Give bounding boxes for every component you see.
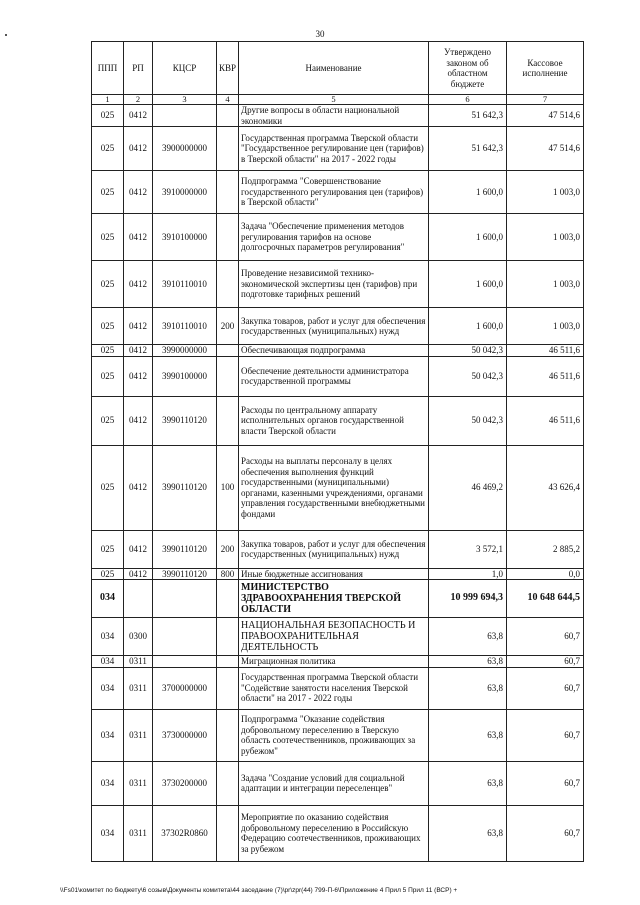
table-row — [92, 805, 584, 861]
cell-kvr — [217, 709, 239, 761]
cell-rp: 0412 — [124, 214, 153, 261]
cell-name: Проведение независимой технико-экономической экспертизы цен (тарифов) при подготовке тарифных решений — [239, 261, 429, 308]
cell-executed: 60,7 — [507, 709, 584, 761]
cell-rp: 0412 — [124, 356, 153, 396]
header-kvr: КВР — [217, 42, 239, 95]
table-row — [92, 171, 584, 214]
cell-name: Задача "Создание условий для социальной адаптации и интеграции переселенцев" — [239, 761, 429, 805]
cell-kcsr — [153, 618, 217, 656]
cell-kvr: 200 — [217, 530, 239, 568]
cell-approved: 1 600,0 — [429, 308, 507, 345]
cell-ppp: 034 — [92, 618, 124, 656]
cell-rp: 0412 — [124, 445, 153, 530]
column-number: 2 — [124, 95, 153, 105]
cell-name: Другие вопросы в области национальной экономики — [239, 105, 429, 127]
cell-kcsr: 3910110010 — [153, 308, 217, 345]
cell-ppp: 025 — [92, 530, 124, 568]
cell-ppp: 025 — [92, 261, 124, 308]
cell-kvr: 800 — [217, 568, 239, 580]
cell-rp: 0412 — [124, 396, 153, 445]
cell-kcsr — [153, 656, 217, 668]
cell-rp: 0311 — [124, 805, 153, 861]
cell-kcsr: 3990110120 — [153, 445, 217, 530]
cell-executed: 47 514,6 — [507, 127, 584, 171]
cell-name: Закупка товаров, работ и услуг для обеспечения государственных (муниципальных) нужд — [239, 530, 429, 568]
cell-rp: 0412 — [124, 105, 153, 127]
cell-kvr: 100 — [217, 445, 239, 530]
cell-name: Государственная программа Тверской области "Содействие занятости населения Тверской области" на 2017 - 2022 годы — [239, 667, 429, 709]
cell-name: Расходы на выплаты персоналу в целях обеспечения выполнения функций государственными (муниципальными) органами, казенными учреждениями, органами управления государственными внебюджетными фондами — [239, 445, 429, 530]
cell-kcsr: 37302R0860 — [153, 805, 217, 861]
cell-rp: 0412 — [124, 345, 153, 357]
cell-executed: 46 511,6 — [507, 356, 584, 396]
cell-ppp: 025 — [92, 214, 124, 261]
cell-approved: 1 600,0 — [429, 214, 507, 261]
cell-name: Обеспечивающая подпрограмма — [239, 345, 429, 357]
cell-rp: 0311 — [124, 709, 153, 761]
cell-approved: 46 469,2 — [429, 445, 507, 530]
file-path-footer: \\Fs01\комитет по бюджету\6 созыв\Документы комитета\44 заседание (7)\pr\zpr(44) 799-П-6\Приложение 4 Прил 5 Прил 11 (ВСР) + — [60, 887, 458, 894]
cell-executed: 60,7 — [507, 805, 584, 861]
cell-approved: 63,8 — [429, 805, 507, 861]
header-approved: Утверждено законом об областном бюджете — [429, 42, 507, 95]
cell-rp: 0412 — [124, 568, 153, 580]
cell-kvr — [217, 618, 239, 656]
cell-kcsr — [153, 580, 217, 618]
table-row — [92, 356, 584, 396]
cell-ppp: 025 — [92, 105, 124, 127]
column-number-row — [92, 95, 584, 105]
table-row — [92, 761, 584, 805]
cell-kcsr: 3730200000 — [153, 761, 217, 805]
table-row — [92, 709, 584, 761]
cell-rp: 0311 — [124, 667, 153, 709]
column-number: 4 — [217, 95, 239, 105]
cell-executed: 1 003,0 — [507, 261, 584, 308]
cell-rp: 0412 — [124, 171, 153, 214]
cell-ppp: 025 — [92, 568, 124, 580]
table-row — [92, 656, 584, 668]
page-number: 30 — [315, 29, 325, 39]
cell-kcsr: 3910100000 — [153, 214, 217, 261]
cell-kvr — [217, 356, 239, 396]
cell-kcsr: 3700000000 — [153, 667, 217, 709]
table-row — [92, 127, 584, 171]
cell-executed: 2 885,2 — [507, 530, 584, 568]
cell-approved: 63,8 — [429, 618, 507, 656]
cell-kvr — [217, 261, 239, 308]
column-number: 1 — [92, 95, 124, 105]
cell-kcsr: 3730000000 — [153, 709, 217, 761]
cell-rp: 0412 — [124, 308, 153, 345]
cell-name: Расходы по центральному аппарату исполнительных органов государственной власти Тверской области — [239, 396, 429, 445]
cell-name: Подпрограмма "Совершенствование государственного регулирования цен (тарифов) в Тверской области" — [239, 171, 429, 214]
cell-ppp: 025 — [92, 345, 124, 357]
cell-kvr — [217, 171, 239, 214]
cell-approved: 51 642,3 — [429, 105, 507, 127]
cell-kvr — [217, 667, 239, 709]
cell-ppp: 025 — [92, 396, 124, 445]
table-row — [92, 445, 584, 530]
cell-approved: 50 042,3 — [429, 396, 507, 445]
cell-kcsr: 3910110010 — [153, 261, 217, 308]
cell-kcsr: 3910000000 — [153, 171, 217, 214]
cell-approved: 3 572,1 — [429, 530, 507, 568]
cell-approved: 10 999 694,3 — [429, 580, 507, 618]
table-row — [92, 568, 584, 580]
cell-rp: 0311 — [124, 656, 153, 668]
cell-kcsr: 3990110120 — [153, 568, 217, 580]
cell-executed: 1 003,0 — [507, 214, 584, 261]
cell-executed: 10 648 644,5 — [507, 580, 584, 618]
cell-name: Миграционная политика — [239, 656, 429, 668]
table-row — [92, 396, 584, 445]
cell-executed: 1 003,0 — [507, 308, 584, 345]
cell-approved: 51 642,3 — [429, 127, 507, 171]
cell-name: Обеспечение деятельности администратора государственной программы — [239, 356, 429, 396]
cell-approved: 63,8 — [429, 667, 507, 709]
cell-executed: 46 511,6 — [507, 345, 584, 357]
cell-rp: 0311 — [124, 761, 153, 805]
cell-kvr — [217, 396, 239, 445]
cell-rp: 0412 — [124, 530, 153, 568]
table-row — [92, 667, 584, 709]
header-rp: РП — [124, 42, 153, 95]
cell-ppp: 034 — [92, 580, 124, 618]
cell-ppp: 034 — [92, 656, 124, 668]
cell-ppp: 025 — [92, 308, 124, 345]
budget-table — [91, 41, 584, 862]
cell-kvr — [217, 127, 239, 171]
header-executed: Кассовое исполнение — [507, 42, 584, 95]
cell-name: Иные бюджетные ассигнования — [239, 568, 429, 580]
cell-ppp: 025 — [92, 127, 124, 171]
table-row — [92, 530, 584, 568]
table-row — [92, 345, 584, 357]
cell-executed: 60,7 — [507, 656, 584, 668]
cell-rp: 0412 — [124, 127, 153, 171]
cell-kcsr — [153, 105, 217, 127]
column-number: 6 — [429, 95, 507, 105]
cell-approved: 63,8 — [429, 761, 507, 805]
cell-kvr: 200 — [217, 308, 239, 345]
cell-ppp: 034 — [92, 709, 124, 761]
cell-name: Подпрограмма "Оказание содействия добровольному переселению в Тверскую область соотечественников, проживающих за рубежом" — [239, 709, 429, 761]
cell-executed: 1 003,0 — [507, 171, 584, 214]
table-row — [92, 105, 584, 127]
cell-name: НАЦИОНАЛЬНАЯ БЕЗОПАСНОСТЬ И ПРАВООХРАНИТЕЛЬНАЯ ДЕЯТЕЛЬНОСТЬ — [239, 618, 429, 656]
cell-executed: 60,7 — [507, 761, 584, 805]
table-row — [92, 261, 584, 308]
cell-kvr — [217, 580, 239, 618]
cell-kvr — [217, 805, 239, 861]
cell-approved: 63,8 — [429, 656, 507, 668]
cell-approved: 50 042,3 — [429, 356, 507, 396]
header-row — [92, 42, 584, 95]
cell-name: Закупка товаров, работ и услуг для обеспечения государственных (муниципальных) нужд — [239, 308, 429, 345]
cell-name: Государственная программа Тверской области "Государственное регулирование цен (тарифов) в Тверской области" на 2017 - 2022 годы — [239, 127, 429, 171]
cell-kvr — [217, 345, 239, 357]
header-name: Наименование — [239, 42, 429, 95]
column-number: 3 — [153, 95, 217, 105]
cell-ppp: 034 — [92, 805, 124, 861]
header-kcsr: КЦСР — [153, 42, 217, 95]
table-row — [92, 214, 584, 261]
cell-approved: 50 042,3 — [429, 345, 507, 357]
cell-ppp: 034 — [92, 667, 124, 709]
cell-ppp: 025 — [92, 171, 124, 214]
column-number: 5 — [239, 95, 429, 105]
cell-rp — [124, 580, 153, 618]
cell-ppp: 025 — [92, 445, 124, 530]
column-number: 7 — [507, 95, 584, 105]
header-ppp: ППП — [92, 42, 124, 95]
cell-rp: 0300 — [124, 618, 153, 656]
table-row — [92, 618, 584, 656]
cell-name: Мероприятие по оказанию содействия добровольному переселению в Российскую Федерацию соотечественников, проживающих за рубежом — [239, 805, 429, 861]
cell-kvr — [217, 105, 239, 127]
cell-ppp: 034 — [92, 761, 124, 805]
cell-kcsr: 3990100000 — [153, 356, 217, 396]
cell-executed: 46 511,6 — [507, 396, 584, 445]
cell-executed: 43 626,4 — [507, 445, 584, 530]
cell-kcsr: 3990110120 — [153, 396, 217, 445]
cell-approved: 63,8 — [429, 709, 507, 761]
cell-rp: 0412 — [124, 261, 153, 308]
table-row — [92, 308, 584, 345]
cell-executed: 60,7 — [507, 667, 584, 709]
cell-kcsr: 3990110120 — [153, 530, 217, 568]
cell-executed: 60,7 — [507, 618, 584, 656]
cell-executed: 47 514,6 — [507, 105, 584, 127]
cell-kvr — [217, 214, 239, 261]
cell-name: Задача "Обеспечение применения методов регулирования тарифов на основе долгосрочных параметров регулирования" — [239, 214, 429, 261]
cell-approved: 1 600,0 — [429, 261, 507, 308]
cell-approved: 1 600,0 — [429, 171, 507, 214]
cell-name: МИНИСТЕРСТВО ЗДРАВООХРАНЕНИЯ ТВЕРСКОЙ ОБЛАСТИ — [239, 580, 429, 618]
cell-ppp: 025 — [92, 356, 124, 396]
cell-kcsr: 3900000000 — [153, 127, 217, 171]
cell-kvr — [217, 761, 239, 805]
table-row — [92, 580, 584, 618]
cell-approved: 1,0 — [429, 568, 507, 580]
cell-kvr — [217, 656, 239, 668]
cell-kcsr: 3990000000 — [153, 345, 217, 357]
cell-executed: 0,0 — [507, 568, 584, 580]
scan-artifact — [5, 34, 7, 36]
